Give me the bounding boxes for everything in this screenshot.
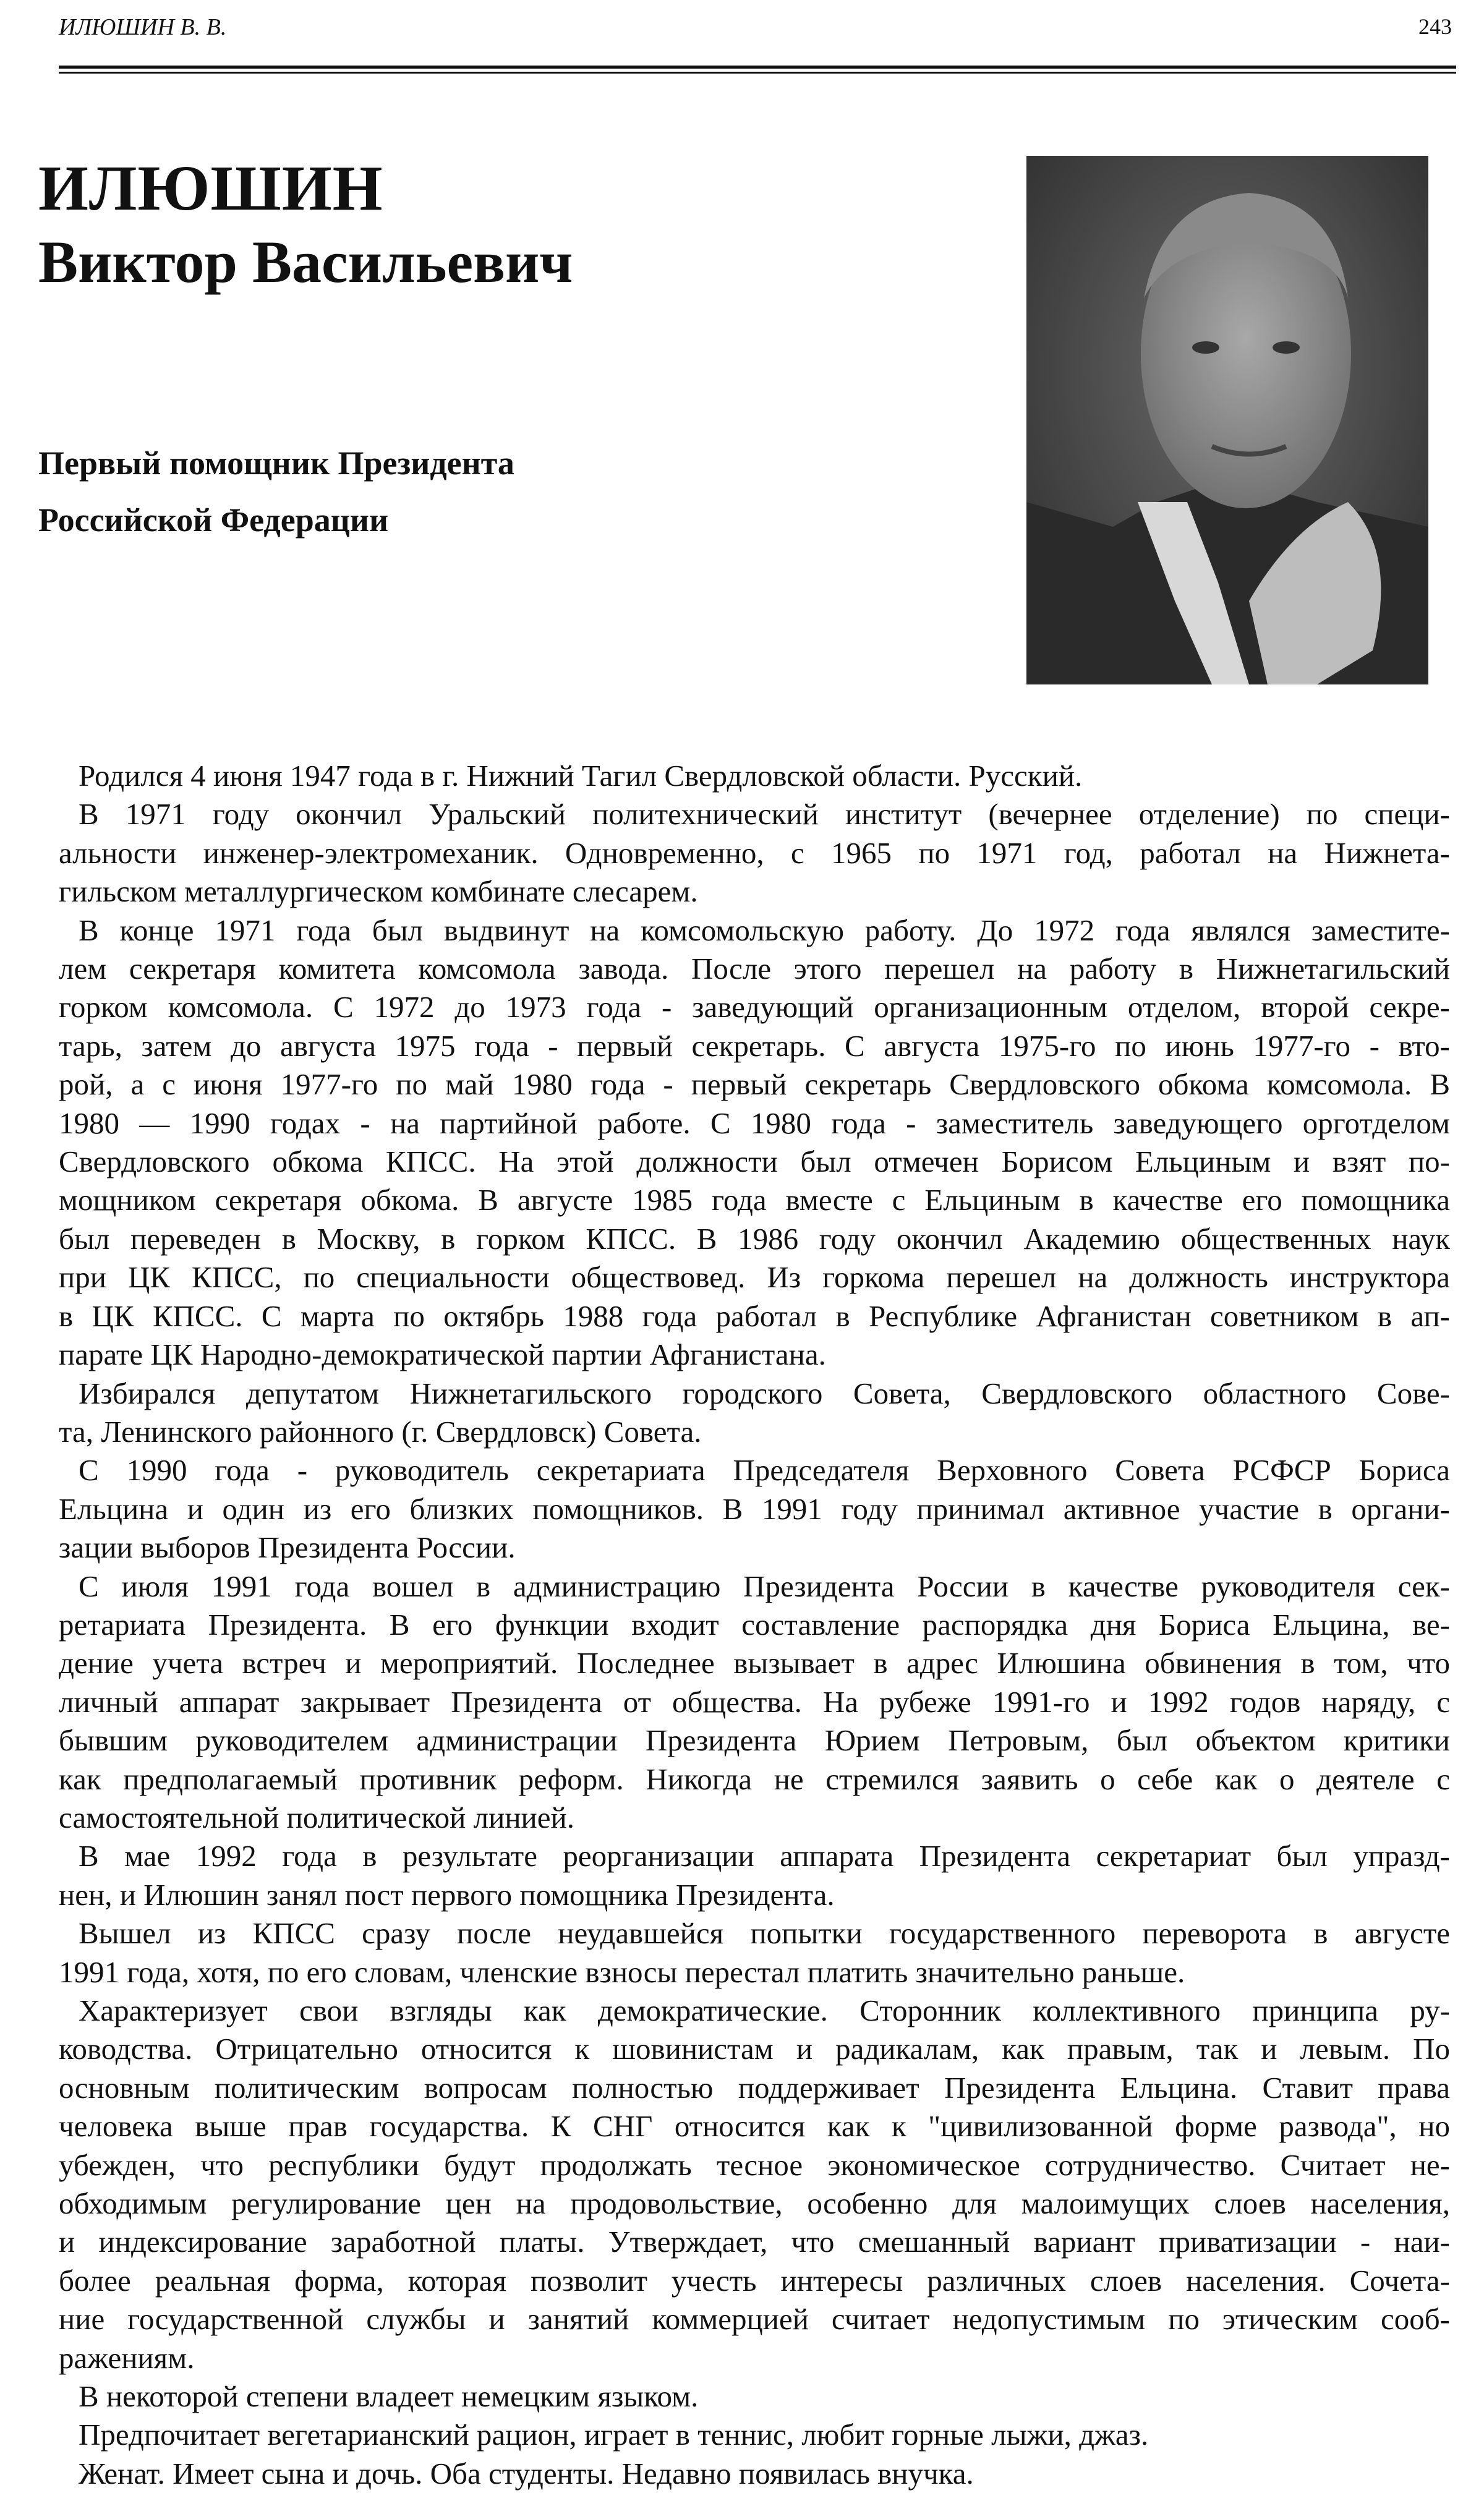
text-line: гильском металлургическом комбинате слесарем.: [59, 874, 698, 909]
text-line: ражениям.: [59, 2340, 195, 2375]
text-line: Характеризует свои взгляды как демократические. Сторонник коллективного принципа ру-: [79, 1993, 1450, 2027]
text-line: Женат. Имеет сына и дочь. Оба студенты. Недавно появилась внучка.: [79, 2456, 974, 2491]
text-line: был переведен в Москву, в горком КПСС. В 1986 году окончил Академию общественных наук: [59, 1221, 1450, 1256]
given-names-heading: Виктор Васильевич: [38, 229, 573, 295]
text-line: 1980 — 1990 годах - на партийной работе. С 1980 года - заместитель заведующего орготделом: [59, 1106, 1450, 1140]
position-line: Российской Федерации: [38, 501, 389, 539]
text-line: при ЦК КПСС, по специальности обществовед. Из горкома перешел на должность инструктора: [59, 1260, 1450, 1295]
text-line: бывшим руководителем администрации Президента Юрием Петровым, был объектом критики: [59, 1723, 1450, 1758]
text-line: человека выше прав государства. К СНГ относится как к "цивилизованной форме развода", но: [59, 2109, 1450, 2144]
portrait-icon: [1026, 156, 1428, 684]
text-line: В мае 1992 года в результате реорганизации аппарата Президента секретариат был упразд-: [79, 1839, 1450, 1873]
text-line: лем секретаря комитета комсомола завода. После этого перешел на работу в Нижнетагильский: [59, 952, 1450, 986]
text-line: более реальная форма, которая позволит учесть интересы различных слоев населения. Сочета-: [59, 2263, 1450, 2298]
text-line: зации выборов Президента России.: [59, 1530, 516, 1565]
header-rule: [59, 66, 1456, 69]
text-line: и индексирование заработной платы. Утверждает, что смешанный вариант приватизации - наи-: [59, 2225, 1450, 2259]
text-line: тарь, затем до августа 1975 года - первый секретарь. С августа 1975-го по июнь 1977-го - вто-: [59, 1028, 1450, 1063]
surname-heading: ИЛЮШИН: [38, 153, 383, 224]
text-line: дение учета встреч и мероприятий. Последнее вызывает в адрес Илюшина обвинения в том, что: [59, 1646, 1450, 1681]
paragraph: [59, 911, 1450, 1374]
text-line: В 1971 году окончил Уральский политехнический институт (вечернее отделение) по специ-: [79, 797, 1450, 832]
header-rule: [59, 72, 1456, 74]
paragraph: [59, 795, 1450, 911]
paragraph: [59, 757, 1450, 795]
position-line: Первый помощник Президента: [38, 445, 514, 482]
text-line: мощником секретаря обкома. В августе 1985 года вместе с Ельциным в качестве его помощника: [59, 1183, 1450, 1217]
portrait-photo: [1026, 156, 1428, 684]
text-line: Свердловского обкома КПСС. На этой должности был отмечен Борисом Ельциным и взят по-: [59, 1144, 1450, 1179]
text-line: ние государственной службы и занятий коммерцией считает недопустимым по этическим сооб-: [59, 2302, 1450, 2337]
text-line: основным политическим вопросам полностью поддерживает Президента Ельцина. Ставит права: [59, 2070, 1450, 2105]
text-line: В некоторой степени владеет немецким языком.: [79, 2379, 699, 2414]
paragraph: [59, 1992, 1450, 2377]
text-line: альности инженер-электромеханик. Одновременно, с 1965 по 1971 год, работал на Нижнета-: [59, 835, 1450, 870]
page-number: 243: [1418, 14, 1452, 39]
text-line: Избирался депутатом Нижнетагильского городского Совета, Свердловского областного Сове-: [79, 1376, 1450, 1410]
text-line: самостоятельной политической линией.: [59, 1800, 574, 1835]
paragraph: [59, 2416, 1450, 2454]
text-line: Предпочитает вегетарианский рацион, играет в теннис, любит горные лыжи, джаз.: [79, 2418, 1149, 2452]
text-line: убежден, что республики будут продолжать тесное экономическое сотрудничество. Считает не-: [59, 2147, 1450, 2182]
paragraph: [59, 1567, 1450, 1838]
paragraph: [59, 1451, 1450, 1567]
text-line: нен, и Илюшин занял пост первого помощника Президента.: [59, 1877, 835, 1912]
text-line: Родился 4 июня 1947 года в г. Нижний Тагил Свердловской области. Русский.: [79, 759, 1083, 793]
paragraph: [59, 1374, 1450, 1452]
text-line: как предполагаемый противник реформ. Никогда не стремился заявить о себе как о деятеле с: [59, 1762, 1450, 1796]
text-line: Ельцина и один из его близких помощников. В 1991 году принимал активное участие в органи-: [59, 1491, 1450, 1526]
text-line: парате ЦК Народно-демократической партии Афганистана.: [59, 1337, 826, 1372]
text-line: ководства. Отрицательно относится к шовинистам и радикалам, как правым, так и левым. По: [59, 2032, 1450, 2066]
text-line: рой, а с июня 1977-го по май 1980 года - первый секретарь Свердловского обкома комсомола. В: [59, 1067, 1450, 1102]
text-line: С июля 1991 года вошел в администрацию Президента России в качестве руководителя сек-: [79, 1569, 1450, 1603]
text-line: 1991 года, хотя, по его словам, членские взносы перестал платить значительно раньше.: [59, 1954, 1185, 1989]
biography-text: [59, 757, 1450, 2493]
paragraph: [59, 2455, 1450, 2493]
paragraph: [59, 2377, 1450, 2416]
paragraph: [59, 1837, 1450, 1914]
running-head: ИЛЮШИН В. В.: [59, 14, 227, 40]
text-line: та, Ленинского районного (г. Свердловск) Совета.: [59, 1414, 702, 1449]
text-line: В конце 1971 года был выдвинут на комсомольскую работу. До 1972 года являлся заместите-: [79, 913, 1450, 947]
text-line: С 1990 года - руководитель секретариата Председателя Верховного Совета РСФСР Бориса: [79, 1453, 1450, 1488]
text-line: в ЦК КПСС. С марта по октябрь 1988 года работал в Республике Афганистан советником в ап-: [59, 1298, 1450, 1333]
paragraph: [59, 1914, 1450, 1992]
text-line: ретариата Президента. В его функции входит составление распорядка дня Бориса Ельцина, ве-: [59, 1607, 1450, 1642]
text-line: Вышел из КПСС сразу после неудавшейся попытки государственного переворота в августе: [79, 1916, 1450, 1951]
text-line: горком комсомола. С 1972 до 1973 года - заведующий организационным отделом, второй секре-: [59, 990, 1450, 1025]
text-line: обходимым регулирование цен на продовольствие, особенно для малоимущих слоев населения,: [59, 2186, 1450, 2221]
text-line: личный аппарат закрывает Президента от общества. На рубеже 1991-го и 1992 годов наряду, с: [59, 1684, 1450, 1719]
